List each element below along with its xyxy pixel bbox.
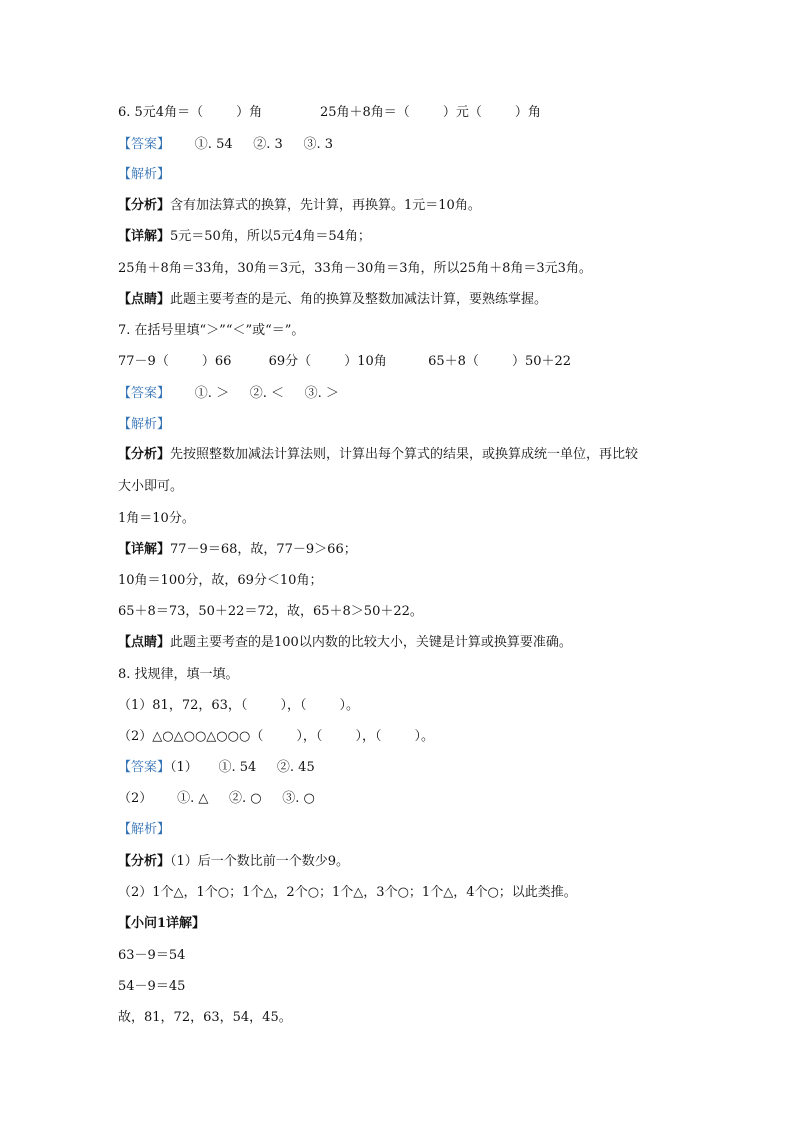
line-text: 25角＋8角＝33角，30角＝3元，33角－30角＝3角，所以25角＋8角＝3元3角。 xyxy=(118,261,592,276)
text-line xyxy=(118,260,592,278)
text-line xyxy=(118,1009,292,1027)
label-tag: 【详解】 xyxy=(118,229,171,244)
section-tag: 【答案】 xyxy=(118,386,171,401)
text-line xyxy=(118,572,322,590)
text-line xyxy=(118,291,547,309)
text-line xyxy=(118,166,170,184)
line-text: 77－9＝68，故，77－9＞66； xyxy=(170,542,357,557)
line-text: ①. ＞ ②. ＜ ③. ＞ xyxy=(170,386,339,401)
line-text: 65＋8＝73，50＋22＝72，故，65＋8＞50＋22。 xyxy=(118,604,423,619)
label-tag: 【小问1详解】 xyxy=(118,916,206,931)
line-text: 5元＝50角，所以5元4角＝54角； xyxy=(170,229,371,244)
text-line xyxy=(118,353,571,371)
text-line xyxy=(118,697,359,715)
line-text: 故，81，72，63，54，45。 xyxy=(118,1010,292,1025)
line-text: 含有加法算式的换算，先计算，再换算。1元＝10角。 xyxy=(170,198,481,213)
text-line xyxy=(118,666,239,684)
text-line xyxy=(118,947,185,965)
line-text: （2）1个△，1个○；1个△，2个○；1个△，3个○；1个△，4个○；以此类推。 xyxy=(118,885,577,900)
text-line xyxy=(118,322,304,340)
label-tag: 【分析】 xyxy=(118,198,171,213)
line-text: 先按照整数加减法计算法则，计算出每个算式的结果，或换算成统一单位，再比较 xyxy=(170,447,639,462)
text-line xyxy=(118,510,195,528)
line-text: （2）△○△○○△○○○（ ），（ ），（ ）。 xyxy=(118,729,434,744)
label-tag: 【点睛】 xyxy=(118,292,171,307)
label-tag: 【点睛】 xyxy=(118,635,171,650)
text-line xyxy=(118,759,315,777)
text-line xyxy=(118,603,423,621)
text-line xyxy=(118,478,183,496)
text-line xyxy=(118,728,434,746)
text-line xyxy=(118,197,481,215)
text-line xyxy=(118,821,170,839)
text-line xyxy=(118,634,572,652)
line-text: （1）后一个数比前一个数少9。 xyxy=(170,854,350,869)
text-line xyxy=(118,884,577,902)
line-text: 63－9＝54 xyxy=(118,948,186,963)
label-tag: 【分析】 xyxy=(118,854,171,869)
line-text: （1）81，72，63，（ ），（ ）。 xyxy=(118,698,360,713)
section-tag: 【答案】 xyxy=(118,137,171,152)
text-line xyxy=(118,446,638,464)
line-text: 大小即可。 xyxy=(118,479,184,494)
line-text: ①. 54 ②. 3 ③. 3 xyxy=(170,137,334,152)
text-line xyxy=(118,136,333,154)
text-line xyxy=(118,541,357,559)
line-text: 7. 在括号里填“＞”“＜”或“＝”。 xyxy=(118,323,305,338)
line-text: 8. 找规律，填一填。 xyxy=(118,667,239,682)
text-line xyxy=(118,853,349,871)
label-tag: 【分析】 xyxy=(118,447,171,462)
section-tag: 【解析】 xyxy=(118,417,171,432)
line-text: （2） ①. △ ②. ○ ③. ○ xyxy=(118,791,315,806)
text-line xyxy=(118,104,541,122)
line-text: 此题主要考查的是元、角的换算及整数加减法计算，要熟练掌握。 xyxy=(170,292,548,307)
label-tag: 【详解】 xyxy=(118,542,171,557)
line-text: 此题主要考查的是100以内数的比较大小，关键是计算或换算要准确。 xyxy=(170,635,572,650)
line-text: （1） ①. 54 ②. 45 xyxy=(170,760,315,775)
section-tag: 【答案】 xyxy=(118,760,171,775)
text-line xyxy=(118,228,371,246)
text-line xyxy=(118,915,205,933)
line-text: 6. 5元4角＝（ ）角 25角＋8角＝（ ）元（ ）角 xyxy=(118,105,541,120)
text-line xyxy=(118,385,339,403)
text-line xyxy=(118,978,185,996)
section-tag: 【解析】 xyxy=(118,167,171,182)
section-tag: 【解析】 xyxy=(118,822,171,837)
line-text: 54－9＝45 xyxy=(118,979,186,994)
text-line xyxy=(118,790,315,808)
line-text: 10角＝100分，故，69分＜10角； xyxy=(118,573,323,588)
line-text: 1角＝10分。 xyxy=(118,511,195,526)
text-line xyxy=(118,416,170,434)
line-text: 77－9（ ）66 69分（ ）10角 65＋8（ ）50＋22 xyxy=(118,354,572,369)
